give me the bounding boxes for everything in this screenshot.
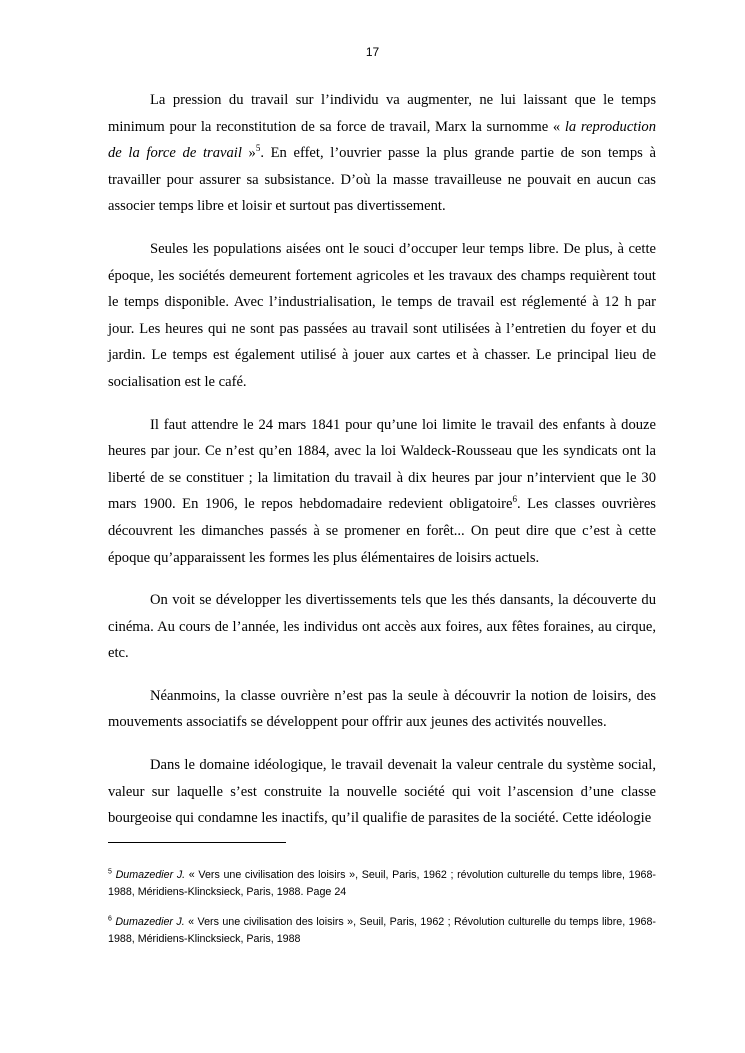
paragraph-6: Dans le domaine idéologique, le travail devenait la valeur centrale du système social, valeur sur laquelle s’est construite la nouvelle société qui voit l’ascension d’une classe bourgeoise qui condamne les inactifs, qu’il qualifie de parasites de la société. Cette idéologie bbox=[108, 757, 656, 827]
footnote-ref-5[interactable]: 5 bbox=[255, 143, 261, 154]
paragraph-1-emphasis: la reproduction de la force de travail bbox=[108, 118, 656, 162]
footnote-5 bbox=[108, 867, 656, 900]
footnote-author: Dumazedier J. bbox=[115, 916, 185, 928]
paragraph-3-text-before: Il faut attendre le 24 mars 1841 pour qu’une loi limite le travail des enfants à douze heures par jour. Ce n’est qu’en 1884, avec la loi Waldeck-Rousseau que les syndicats ont la liberté de se constituer ; la limitation du travail à dix heures par jour n’intervient que le 30 mars 1900. En 1906, le repos hebdomadaire redevient obligatoire bbox=[108, 416, 656, 513]
paragraph-2: Seules les populations aisées ont le souci d’occuper leur temps libre. De plus, à cette époque, les sociétés demeurent fortement agricoles et les travaux des champs requièrent tout le temps disponible. Avec l’industrialisation, le temps de travail est réglementé à 12 h par jour. Les heures qui ne sont pas passées au travail sont utilisées à l’entretien du foyer et du jardin. Le temps est également utilisé à jouer aux cartes et à chasser. Le principal lieu de socialisation est le café. bbox=[108, 240, 656, 390]
footnote-number: 6 bbox=[108, 915, 112, 923]
footnote-ref-6[interactable]: 6 bbox=[512, 494, 517, 505]
footnote-6 bbox=[108, 914, 656, 947]
page-number: 17 bbox=[365, 45, 380, 59]
paragraph-1-text-middle: » bbox=[241, 145, 256, 162]
footnotes bbox=[108, 867, 656, 961]
paragraph-3-text-after: . Les classes ouvrières découvrent les dimanches passés à se promener en forêt... On peut dire que c’est à cette époque qu’apparaissent les formes les plus élémentaires de loisirs actuels. bbox=[108, 496, 656, 566]
paragraph-1 bbox=[108, 87, 656, 220]
paragraph-1-text-before: La pression du travail sur l’individu va augmenter, ne lui laissant que le temps minimum pour la reconstitution de sa force de travail, Marx la surnomme « bbox=[108, 92, 656, 135]
paragraph-4: On voit se développer les divertissements tels que les thés dansants, la découverte du cinéma. Au cours de l’année, les individus ont accès aux foires, aux fêtes foraines, au cirque, etc. bbox=[108, 592, 656, 662]
footnote-text: « Vers une civilisation des loisirs », Seuil, Paris, 1962 ; révolution culturelle du temps libre, 1968-1988, Méridiens-Klincksieck, Paris, 1988. Page 24 bbox=[108, 869, 656, 898]
footnote-author: Dumazedier J. bbox=[115, 869, 186, 881]
footnote-number: 5 bbox=[108, 868, 112, 876]
footnote-separator bbox=[108, 842, 286, 843]
paragraph-3 bbox=[108, 412, 656, 572]
body-text bbox=[108, 87, 656, 832]
paragraph-5: Néanmoins, la classe ouvrière n’est pas la seule à découvrir la notion de loisirs, des mouvements associatifs se développent pour offrir aux jeunes des activités nouvelles. bbox=[108, 687, 656, 731]
footnote-text: « Vers une civilisation des loisirs », Seuil, Paris, 1962 ; Révolution culturelle du temps libre, 1968-1988, Méridiens-Klincksieck, Paris, 1988 bbox=[108, 916, 656, 945]
paragraph-1-text-after: . En effet, l’ouvrier passe la plus grande partie de son temps à travailler pour assurer sa subsistance. D’où la masse travailleuse ne pouvait en aucun cas associer temps libre et loisir et surtout pas divertissement. bbox=[108, 145, 656, 215]
